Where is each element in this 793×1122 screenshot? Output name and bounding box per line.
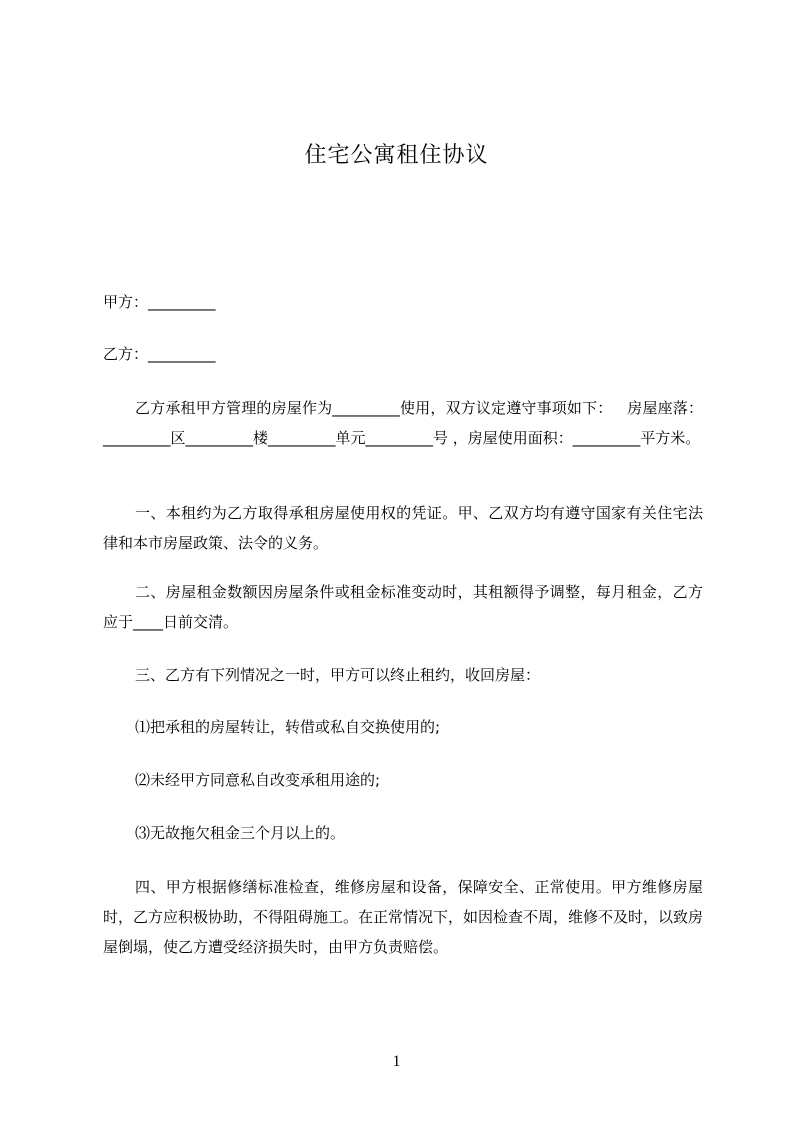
clause-3-item-3: ⑶无故拖欠租金三个月以上的。 [135, 824, 346, 842]
clause-4: 四、甲方根据修缮标准检查，维修房屋和设备，保障安全、正常使用。甲方维修房屋时，乙方应积极协助，不得阻碍施工。在正常情况下，如因检查不周，维修不及时，以致房屋倒塌，使乙方遭受经济损失时，由甲方负责赔偿。 [103, 878, 704, 956]
document-title: 住宅公寓租住协议 [304, 143, 489, 168]
page-number: 1 [392, 1053, 401, 1070]
party-a-line: 甲方：_________ [103, 293, 216, 311]
clause-1: 一、本租约为乙方取得承租房屋使用权的凭证。甲、乙双方均有遵守国家有关住宅法律和本市房屋政策、法令的义务。 [103, 504, 703, 552]
clause-2: 二、房屋租金数额因房屋条件或租金标准变动时，其租额得予调整，每月租金，乙方应于____日前交清。 [103, 583, 703, 631]
party-b-line: 乙方：_________ [103, 345, 216, 363]
clause-3: 三、乙方有下列情况之一时，甲方可以终止租约，收回房屋： [135, 666, 541, 684]
clause-3-item-1: ⑴把承租的房屋转让，转借或私自交换使用的; [135, 718, 441, 736]
intro-paragraph: 乙方承租甲方管理的房屋作为_________使用，双方议定遵守事项如下： 房屋座落：_________区_________楼_________单元_________号 ，房屋使用面积：_________平方米。 [103, 399, 703, 447]
clause-3-item-2: ⑵未经甲方同意私自改变承租用途的; [135, 771, 381, 789]
